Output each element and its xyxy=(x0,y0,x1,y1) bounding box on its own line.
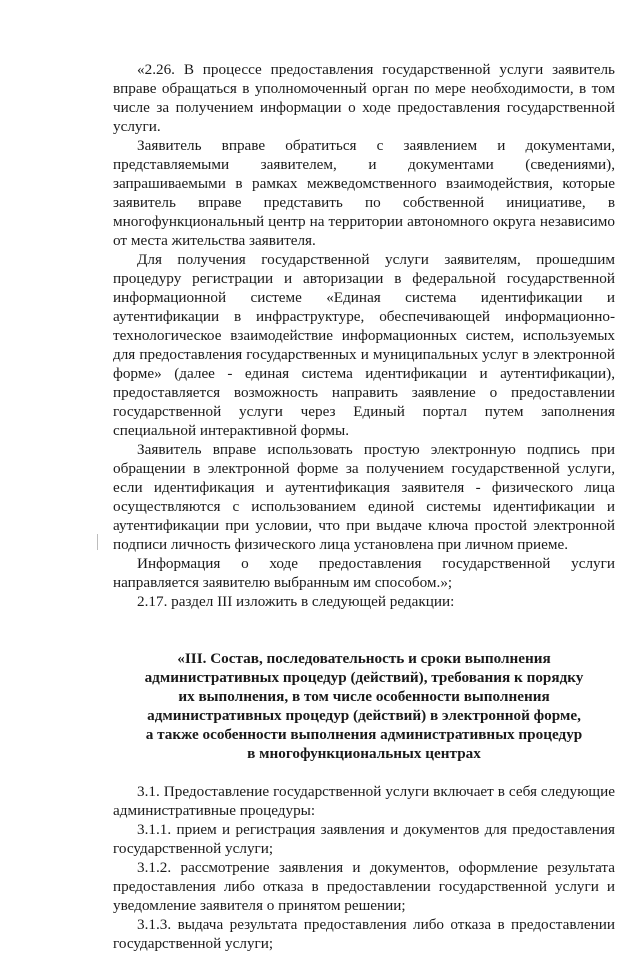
paragraph-applicant-mfc: Заявитель вправе обратиться с заявлением и документами, представляемыми заявителем, и документами (сведениями), запрашиваемыми в рамках межведомственного взаимодействия, которые заявитель вправе представить по собственной инициативе, в многофункциональный центр на территории автономного округа независимо от места жительства заявителя. xyxy=(113,137,615,249)
heading-line: а также особенности выполнения административных процедур xyxy=(145,726,583,743)
paragraph-3-1: 3.1. Предоставление государственной услуги включает в себя следующие административные процедуры: xyxy=(113,783,615,819)
paragraph-3-1-1: 3.1.1. прием и регистрация заявления и документов для предоставления государственной услуги; xyxy=(113,821,615,857)
heading-line: административных процедур (действий) в электронной форме, xyxy=(147,707,581,724)
heading-line: в многофункциональных центрах xyxy=(247,745,481,762)
heading-line: административных процедур (действий), требования к порядку xyxy=(144,669,584,686)
paragraph-3-1-3: 3.1.3. выдача результата предоставления либо отказа в предоставлении государственной услуги; xyxy=(113,916,615,952)
heading-line: их выполнения, в том числе особенности выполнения xyxy=(178,688,550,705)
paragraph-information: Информация о ходе предоставления государственной услуги направляется заявителю выбранным им способом.»; xyxy=(113,555,615,591)
paragraph-3-1-2: 3.1.2. рассмотрение заявления и документов, оформление результата предоставления либо отказа в предоставлении государственной услуги и уведомление заявителя о принятом решении; xyxy=(113,859,615,914)
paragraph-esia: Для получения государственной услуги заявителям, прошедшим процедуру регистрации и авторизации в федеральной государственной информационной системе «Единая система идентификации и аутентификации в инфраструктуре, обеспечивающей информационно-технологическое взаимодействие информационных систем, используемых для предоставления государственных и муниципальных услуг в электронной форме» (далее - единая система идентификации и аутентификации), предоставляется возможность направить заявление о предоставлении государственной услуги через Единый портал путем заполнения специальной интерактивной формы. xyxy=(113,251,615,439)
paragraph-2-26: «2.26. В процессе предоставления государственной услуги заявитель вправе обращаться в уполномоченный орган по мере необходимости, в том числе за получением информации о ходе предоставления государственной услуги. xyxy=(113,61,615,135)
paragraph-electronic-signature: Заявитель вправе использовать простую электронную подпись при обращении в электронной форме за получением государственной услуги, если идентификация и аутентификация заявителя - физического лица осуществляются с использованием единой системы идентификации и аутентификации при условии, что при выдаче ключа простой электронной подписи личность физического лица установлена при личном приеме. xyxy=(113,441,615,553)
document-body xyxy=(113,60,615,953)
margin-mark xyxy=(97,534,98,550)
paragraph-2-17: 2.17. раздел III изложить в следующей редакции: xyxy=(137,593,455,610)
heading-line: «III. Состав, последовательность и сроки выполнения xyxy=(177,650,551,667)
section-heading xyxy=(113,649,615,763)
